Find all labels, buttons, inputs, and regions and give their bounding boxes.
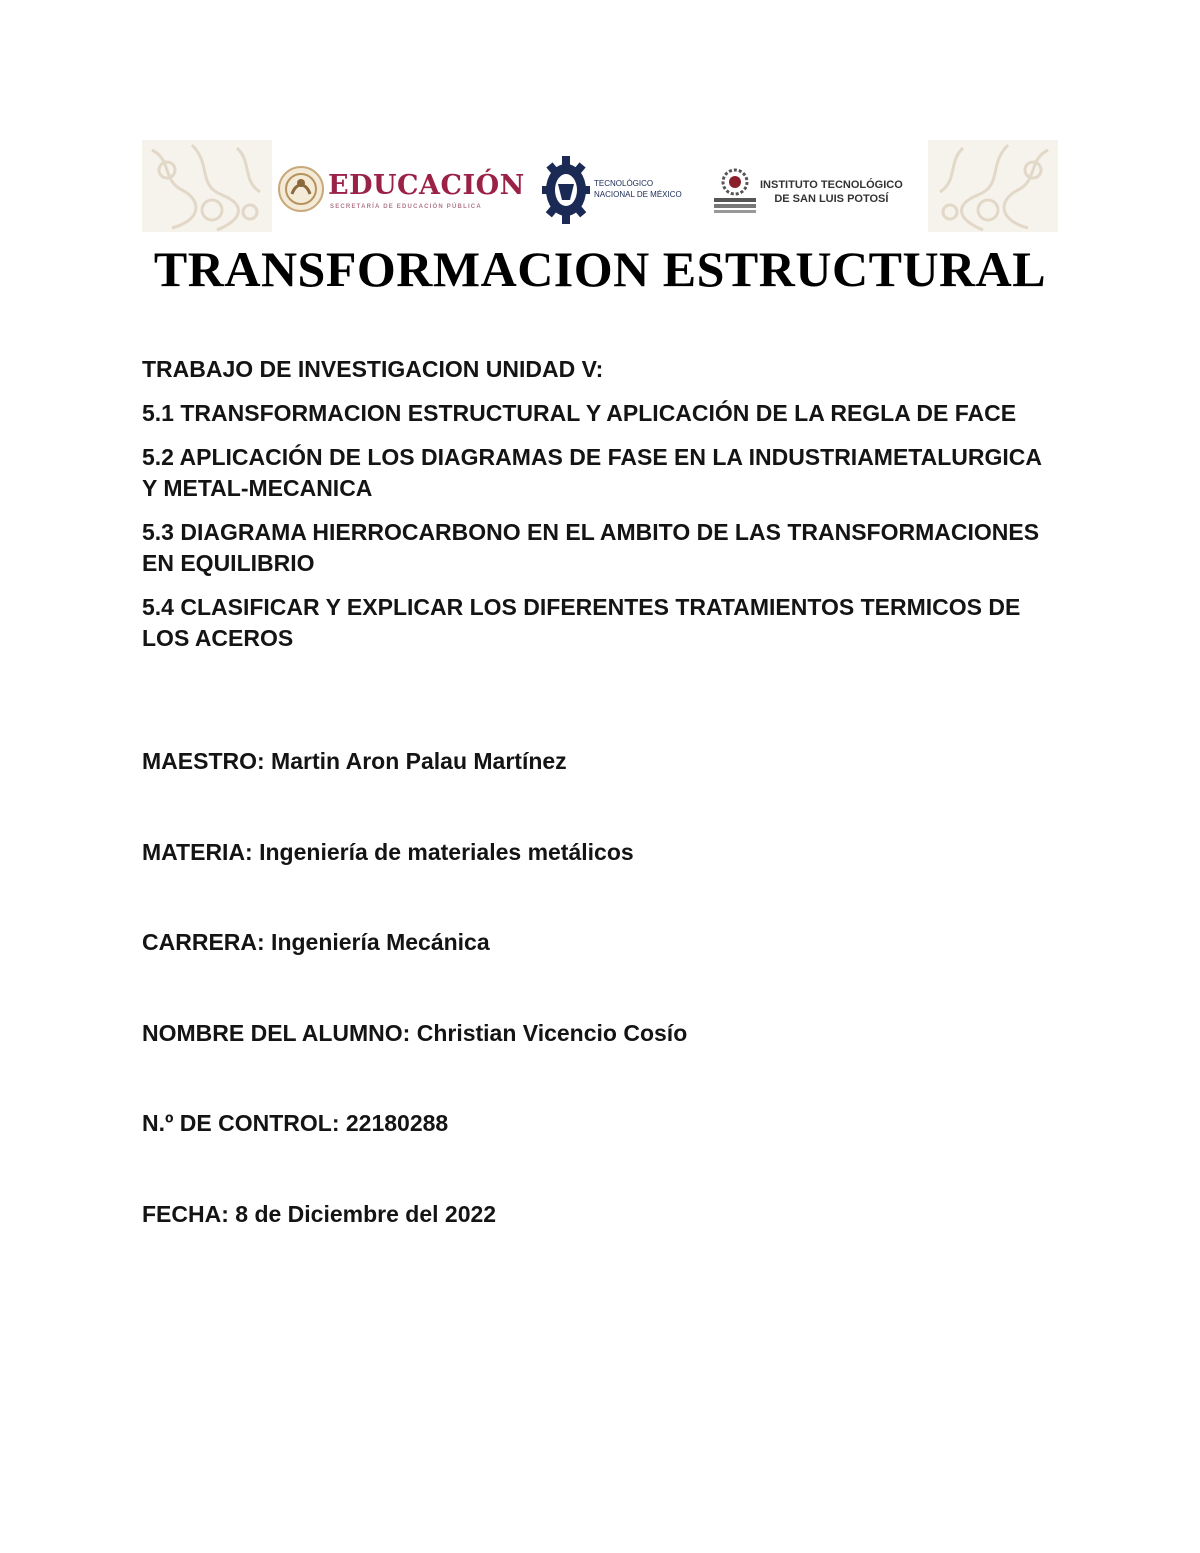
tecnm-logo-text <box>594 178 682 200</box>
tecnm-gear-logo-icon <box>540 154 592 226</box>
teacher-field: MAESTRO: Martin Aron Palau Martínez <box>142 748 567 774</box>
date-field: FECHA: 8 de Diciembre del 2022 <box>142 1200 497 1227</box>
topic-item: 5.1 TRANSFORMACION ESTRUCTURAL Y APLICACIÓN DE LA REGLA DE FACE <box>142 400 1017 426</box>
info-fields <box>142 746 1052 1290</box>
control-number-field: N.º DE CONTROL: 22180288 <box>142 1110 449 1137</box>
document-title: TRANSFORMACION ESTRUCTURAL <box>153 241 1047 297</box>
student-name-field: NOMBRE DEL ALUMNO: Christian Vicencio Cosío <box>142 1019 688 1046</box>
ornament-right-icon <box>928 140 1058 232</box>
topic-item: 5.2 APLICACIÓN DE LOS DIAGRAMAS DE FASE EN LA INDUSTRIAMETALURGICA Y METAL-MECANICA <box>142 444 1042 501</box>
mexico-coat-of-arms-icon <box>276 164 326 214</box>
topic-item: 5.4 CLASIFICAR Y EXPLICAR LOS DIFERENTES TRATAMIENTOS TERMICOS DE LOS ACEROS <box>142 594 1021 651</box>
itslp-line-1: INSTITUTO TECNOLÓGICO <box>760 179 903 191</box>
sep-logo-subtext: SECRETARÍA DE EDUCACIÓN PÚBLICA <box>330 204 482 210</box>
tecnm-line-2: NACIONAL DE MÉXICO <box>594 190 682 199</box>
itslp-logo-text <box>760 178 903 206</box>
tecnm-line-1: TECNOLÓGICO <box>594 179 654 188</box>
career-field: CARRERA: Ingeniería Mecánica <box>142 929 490 956</box>
section-heading: TRABAJO DE INVESTIGACION UNIDAD V: <box>142 356 604 382</box>
itslp-line-2: DE SAN LUIS POTOSÍ <box>774 193 889 205</box>
topics-section <box>142 354 1052 667</box>
topic-item: 5.3 DIAGRAMA HIERROCARBONO EN EL AMBITO DE LAS TRANSFORMACIONES EN EQUILIBRIO <box>142 519 1040 576</box>
header-banner <box>142 140 1058 232</box>
ornament-left-icon <box>142 140 272 232</box>
educacion-logo-text: EDUCACIÓN <box>328 170 525 201</box>
itslp-logo-icon <box>710 166 760 214</box>
subject-field: MATERIA: Ingeniería de materiales metálicos <box>142 838 634 865</box>
